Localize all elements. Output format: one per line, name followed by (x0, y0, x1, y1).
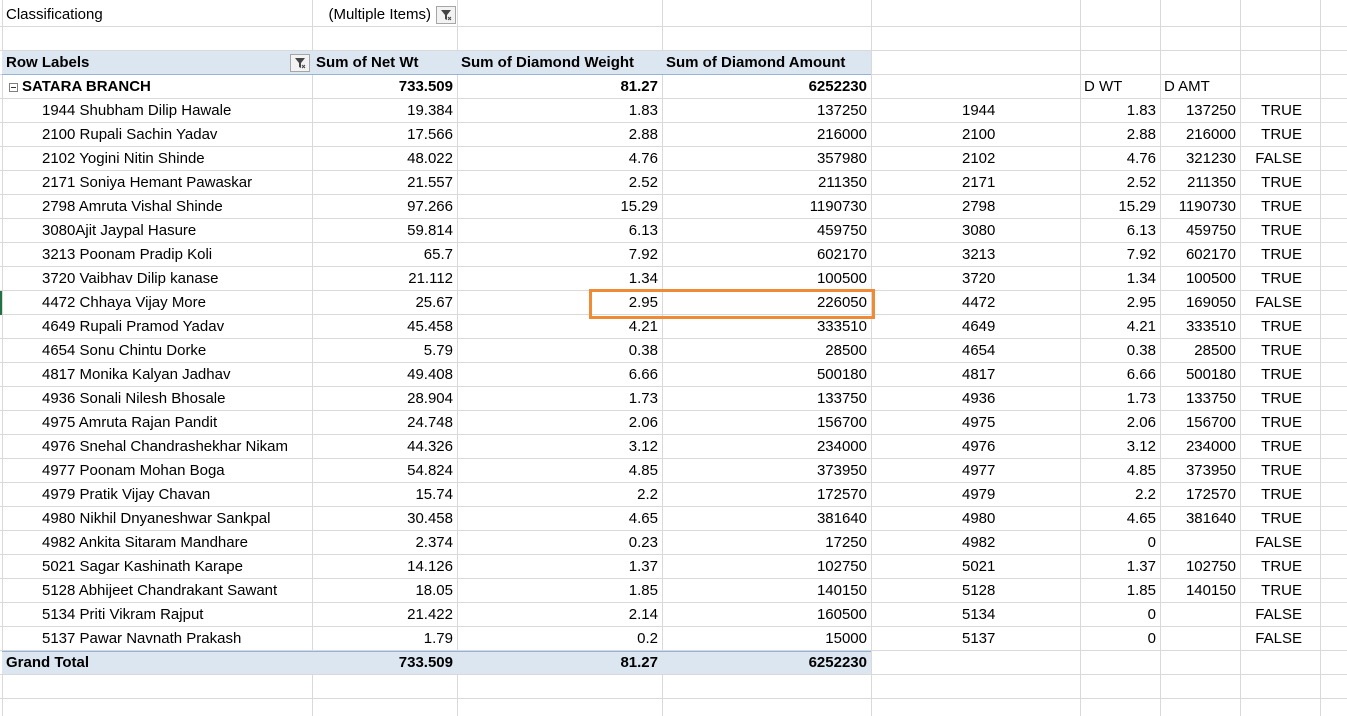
code-cell[interactable]: 3080 (962, 222, 996, 239)
d-wt-cell[interactable]: 6.13 (1126, 222, 1156, 239)
diamond-weight-cell[interactable]: 4.21 (628, 318, 658, 335)
gridline (0, 698, 1347, 699)
diamond-weight-cell[interactable]: 4.65 (628, 510, 658, 527)
diamond-amount-cell[interactable]: 234000 (816, 438, 867, 455)
diamond-amount-cell[interactable]: 102750 (816, 558, 867, 575)
d-amt-cell[interactable]: 211350 (1187, 174, 1236, 191)
code-cell[interactable]: 2171 (962, 174, 996, 191)
code-cell[interactable]: 4975 (962, 414, 996, 431)
code-cell[interactable]: 4980 (962, 510, 996, 527)
diamond-amount-cell[interactable]: 333510 (816, 318, 867, 335)
code-cell[interactable]: 5134 (962, 606, 996, 623)
net-wt-cell[interactable]: 28.904 (407, 390, 453, 407)
match-cell[interactable]: FALSE (1255, 294, 1302, 311)
d-amt-cell[interactable] (1160, 603, 1240, 627)
d-wt-cell[interactable]: 0 (1147, 534, 1156, 551)
row-label[interactable]: 4976 Snehal Chandrashekhar Nikam (42, 438, 288, 455)
d-wt-cell[interactable]: 4.21 (1126, 318, 1156, 335)
diamond-weight-cell[interactable]: 15.29 (620, 198, 658, 215)
code-cell[interactable]: 4982 (962, 534, 996, 551)
d-amt-cell[interactable]: 102750 (1185, 558, 1236, 575)
filter-dropdown-button[interactable] (436, 6, 456, 24)
code-cell[interactable]: 3720 (962, 270, 996, 287)
d-wt-cell[interactable]: 3.12 (1126, 438, 1156, 455)
d-wt-cell[interactable]: 2.88 (1126, 126, 1156, 143)
match-cell[interactable]: TRUE (1261, 126, 1302, 143)
net-wt-cell[interactable]: 59.814 (407, 222, 453, 239)
code-cell[interactable]: 1944 (962, 102, 996, 119)
match-cell[interactable]: TRUE (1261, 582, 1302, 599)
gridline (871, 0, 872, 716)
net-wt-cell[interactable]: 18.05 (415, 582, 453, 599)
net-wt-cell[interactable]: 30.458 (407, 510, 453, 527)
diamond-amount-cell[interactable]: 216000 (816, 126, 867, 143)
diamond-weight-cell[interactable]: 2.88 (628, 126, 658, 143)
grand-total-diamond-weight: 81.27 (620, 654, 658, 671)
code-cell[interactable]: 2100 (962, 126, 996, 143)
net-wt-cell[interactable]: 15.74 (415, 486, 453, 503)
d-amt-cell[interactable]: 137250 (1185, 102, 1236, 119)
filter-funnel-icon (440, 9, 452, 21)
row-label[interactable]: 4979 Pratik Vijay Chavan (42, 486, 211, 503)
match-cell[interactable]: TRUE (1261, 198, 1302, 215)
branch-label: SATARA BRANCH (22, 78, 151, 95)
code-cell[interactable]: 2102 (962, 150, 996, 167)
diamond-weight-header: Sum of Diamond Weight (461, 54, 635, 71)
diamond-amount-cell[interactable]: 357980 (816, 150, 867, 167)
diamond-weight-cell[interactable]: 0.2 (637, 630, 658, 647)
gridline (2, 0, 3, 716)
net-wt-cell[interactable]: 21.557 (407, 174, 453, 191)
d-wt-cell[interactable]: 1.34 (1126, 270, 1156, 287)
d-wt-cell[interactable]: 6.66 (1126, 366, 1156, 383)
code-cell[interactable]: 5128 (962, 582, 996, 599)
diamond-amount-cell[interactable]: 226050 (816, 294, 867, 311)
diamond-amount-cell[interactable]: 156700 (816, 414, 867, 431)
diamond-amount-cell[interactable]: 100500 (816, 270, 867, 287)
diamond-amount-cell[interactable]: 211350 (818, 174, 867, 191)
net-wt-cell[interactable]: 49.408 (407, 366, 453, 383)
row-label[interactable]: 4936 Sonali Nilesh Bhosale (42, 390, 226, 407)
d-wt-cell[interactable]: 15.29 (1118, 198, 1156, 215)
net-wt-cell[interactable]: 2.374 (415, 534, 453, 551)
match-cell[interactable]: TRUE (1261, 390, 1302, 407)
row-label[interactable]: 4977 Poonam Mohan Boga (42, 462, 225, 479)
net-wt-cell[interactable]: 17.566 (407, 126, 453, 143)
d-wt-cell[interactable]: 0 (1147, 606, 1156, 623)
code-cell[interactable]: 2798 (962, 198, 996, 215)
d-wt-header: D WT (1084, 78, 1123, 95)
row-label[interactable]: 3720 Vaibhav Dilip kanase (42, 270, 219, 287)
match-cell[interactable]: TRUE (1261, 246, 1302, 263)
match-cell[interactable]: TRUE (1261, 510, 1302, 527)
net-wt-cell[interactable]: 24.748 (407, 414, 453, 431)
branch-diamond-weight: 81.27 (620, 78, 658, 95)
d-amt-cell[interactable]: 100500 (1185, 270, 1236, 287)
diamond-weight-cell[interactable]: 6.13 (628, 222, 658, 239)
code-cell[interactable]: 4654 (962, 342, 996, 359)
d-wt-cell[interactable]: 4.65 (1126, 510, 1156, 527)
net-wt-cell[interactable]: 45.458 (407, 318, 453, 335)
d-amt-cell[interactable]: 156700 (1185, 414, 1236, 431)
d-wt-cell[interactable]: 7.92 (1126, 246, 1156, 263)
d-amt-cell[interactable]: 333510 (1185, 318, 1236, 335)
match-cell[interactable]: TRUE (1261, 414, 1302, 431)
match-cell[interactable]: TRUE (1261, 366, 1302, 383)
d-amt-cell[interactable]: 172570 (1185, 486, 1236, 503)
diamond-weight-cell[interactable]: 2.14 (628, 606, 658, 623)
row-labels-filter-button[interactable] (290, 54, 310, 72)
row-label[interactable]: 3080Ajit Jaypal Hasure (42, 222, 197, 239)
row-label[interactable]: 4472 Chhaya Vijay More (42, 294, 206, 311)
diamond-weight-cell[interactable]: 4.85 (628, 462, 658, 479)
code-cell[interactable]: 5021 (962, 558, 996, 575)
d-amt-cell[interactable]: 381640 (1185, 510, 1236, 527)
diamond-amount-cell[interactable]: 140150 (816, 582, 867, 599)
diamond-amount-cell[interactable]: 381640 (816, 510, 867, 527)
diamond-weight-cell[interactable]: 0.23 (628, 534, 658, 551)
d-amt-cell[interactable]: 602170 (1185, 246, 1236, 263)
d-wt-cell[interactable]: 1.37 (1126, 558, 1156, 575)
diamond-amount-cell[interactable]: 172570 (816, 486, 867, 503)
diamond-amount-header: Sum of Diamond Amount (666, 54, 846, 71)
report-filter-label: Classificationg (6, 6, 103, 23)
row-label[interactable]: 4817 Monika Kalyan Jadhav (42, 366, 231, 383)
code-cell[interactable]: 4936 (962, 390, 996, 407)
diamond-weight-cell[interactable]: 4.76 (628, 150, 658, 167)
row-label[interactable]: 2798 Amruta Vishal Shinde (42, 198, 223, 215)
diamond-amount-cell[interactable]: 137250 (816, 102, 867, 119)
net-wt-cell[interactable]: 5.79 (423, 342, 453, 359)
highlight-box (589, 289, 875, 319)
row-label[interactable]: 5021 Sagar Kashinath Karape (42, 558, 243, 575)
code-cell[interactable]: 4649 (962, 318, 996, 335)
diamond-weight-cell[interactable]: 1.85 (628, 582, 658, 599)
diamond-amount-cell[interactable]: 373950 (816, 462, 867, 479)
match-cell[interactable]: TRUE (1261, 318, 1302, 335)
d-amt-header: D AMT (1164, 78, 1210, 95)
diamond-weight-cell[interactable]: 2.95 (628, 294, 658, 311)
d-wt-cell[interactable]: 0 (1147, 630, 1156, 647)
row-label[interactable]: 4980 Nikhil Dnyaneshwar Sankpal (42, 510, 271, 527)
code-cell[interactable]: 5137 (962, 630, 996, 647)
row-label[interactable]: 5128 Abhijeet Chandrakant Sawant (42, 582, 278, 599)
diamond-amount-cell[interactable]: 1190730 (809, 198, 867, 215)
row-label[interactable]: 3213 Poonam Pradip Koli (42, 246, 213, 263)
code-cell[interactable]: 4472 (962, 294, 996, 311)
row-label[interactable]: 5137 Pawar Navnath Prakash (42, 630, 242, 647)
d-amt-cell[interactable]: 321230 (1185, 150, 1236, 167)
match-cell[interactable]: TRUE (1261, 222, 1302, 239)
filter-funnel-icon (294, 57, 306, 69)
net-wt-cell[interactable]: 44.326 (407, 438, 453, 455)
d-wt-cell[interactable]: 4.85 (1126, 462, 1156, 479)
row-label[interactable]: 1944 Shubham Dilip Hawale (42, 102, 232, 119)
row-label[interactable]: 4654 Sonu Chintu Dorke (42, 342, 207, 359)
diamond-amount-cell[interactable]: 602170 (816, 246, 867, 263)
d-wt-cell[interactable]: 1.83 (1126, 102, 1156, 119)
diamond-weight-cell[interactable]: 7.92 (628, 246, 658, 263)
match-cell[interactable]: TRUE (1261, 270, 1302, 287)
match-cell[interactable]: FALSE (1255, 606, 1302, 623)
net-wt-cell[interactable]: 48.022 (407, 150, 453, 167)
d-amt-cell[interactable]: 169050 (1185, 294, 1236, 311)
match-cell[interactable]: FALSE (1255, 534, 1302, 551)
code-cell[interactable]: 4817 (962, 366, 996, 383)
net-wt-cell[interactable]: 97.266 (407, 198, 453, 215)
row-label[interactable]: 4649 Rupali Pramod Yadav (42, 318, 225, 335)
match-cell[interactable]: TRUE (1261, 462, 1302, 479)
active-row-marker (0, 291, 2, 315)
diamond-weight-cell[interactable]: 3.12 (628, 438, 658, 455)
row-label[interactable]: 4982 Ankita Sitaram Mandhare (42, 534, 248, 551)
net-wt-cell[interactable]: 25.67 (415, 294, 453, 311)
code-cell[interactable]: 4977 (962, 462, 996, 479)
match-cell[interactable]: TRUE (1261, 438, 1302, 455)
d-amt-cell[interactable] (1160, 531, 1240, 555)
branch-diamond-amount: 6252230 (808, 78, 867, 95)
diamond-weight-cell[interactable]: 2.06 (628, 414, 658, 431)
net-wt-cell[interactable]: 21.112 (408, 270, 453, 287)
diamond-amount-cell[interactable]: 133750 (816, 390, 867, 407)
net-wt-cell[interactable]: 1.79 (423, 630, 453, 647)
diamond-amount-cell[interactable]: 15000 (825, 630, 867, 647)
d-amt-cell[interactable]: 234000 (1185, 438, 1236, 455)
diamond-weight-cell[interactable]: 1.37 (628, 558, 658, 575)
d-wt-cell[interactable]: 2.95 (1126, 294, 1156, 311)
net-wt-cell[interactable]: 21.422 (407, 606, 453, 623)
net-wt-cell[interactable]: 54.824 (407, 462, 453, 479)
net-wt-cell[interactable]: 14.126 (407, 558, 453, 575)
d-wt-cell[interactable]: 2.2 (1135, 486, 1156, 503)
row-label[interactable]: 2100 Rupali Sachin Yadav (42, 126, 218, 143)
row-label[interactable]: 2171 Soniya Hemant Pawaskar (42, 174, 253, 191)
d-amt-cell[interactable] (1160, 627, 1240, 651)
match-cell[interactable]: TRUE (1261, 102, 1302, 119)
branch-net-wt: 733.509 (398, 78, 453, 95)
match-cell[interactable]: FALSE (1255, 630, 1302, 647)
diamond-weight-cell[interactable]: 1.73 (628, 390, 658, 407)
grand-total-diamond-amount: 6252230 (808, 654, 867, 671)
code-cell[interactable]: 3213 (962, 246, 996, 263)
diamond-amount-cell[interactable]: 500180 (816, 366, 867, 383)
row-label[interactable]: 4975 Amruta Rajan Pandit (42, 414, 218, 431)
d-wt-cell[interactable]: 2.06 (1126, 414, 1156, 431)
d-wt-cell[interactable]: 2.52 (1126, 174, 1156, 191)
diamond-weight-cell[interactable]: 1.83 (628, 102, 658, 119)
diamond-weight-cell[interactable]: 2.2 (637, 486, 658, 503)
net-wt-cell[interactable]: 19.384 (407, 102, 453, 119)
report-filter-value[interactable]: (Multiple Items) (328, 6, 431, 23)
match-cell[interactable]: FALSE (1255, 150, 1302, 167)
d-amt-cell[interactable]: 459750 (1185, 222, 1236, 239)
row-label[interactable]: 2102 Yogini Nitin Shinde (42, 150, 205, 167)
d-amt-cell[interactable]: 216000 (1185, 126, 1236, 143)
diamond-weight-cell[interactable]: 1.34 (628, 270, 658, 287)
code-cell[interactable]: 4979 (962, 486, 996, 503)
diamond-amount-cell[interactable]: 160500 (816, 606, 867, 623)
d-amt-cell[interactable]: 500180 (1185, 366, 1236, 383)
grand-total-label: Grand Total (6, 654, 90, 671)
d-amt-cell[interactable]: 28500 (1194, 342, 1236, 359)
diamond-weight-cell[interactable]: 2.52 (628, 174, 658, 191)
d-amt-cell[interactable]: 140150 (1185, 582, 1236, 599)
diamond-amount-cell[interactable]: 459750 (816, 222, 867, 239)
diamond-weight-cell[interactable]: 0.38 (628, 342, 658, 359)
d-wt-cell[interactable]: 4.76 (1126, 150, 1156, 167)
d-wt-cell[interactable]: 0.38 (1126, 342, 1156, 359)
d-wt-cell[interactable]: 1.85 (1126, 582, 1156, 599)
net-wt-header: Sum of Net Wt (316, 54, 419, 71)
match-cell[interactable]: TRUE (1261, 174, 1302, 191)
match-cell[interactable]: TRUE (1261, 558, 1302, 575)
code-cell[interactable]: 4976 (962, 438, 996, 455)
d-amt-cell[interactable]: 1190730 (1178, 198, 1236, 215)
gridline (1320, 0, 1321, 716)
d-amt-cell[interactable]: 133750 (1185, 390, 1236, 407)
net-wt-cell[interactable]: 65.7 (423, 246, 453, 263)
collapse-minus-icon[interactable] (9, 83, 18, 92)
d-wt-cell[interactable]: 1.73 (1126, 390, 1156, 407)
diamond-amount-cell[interactable]: 28500 (825, 342, 867, 359)
diamond-amount-cell[interactable]: 17250 (825, 534, 867, 551)
grand-total-net-wt: 733.509 (398, 654, 453, 671)
match-cell[interactable]: TRUE (1261, 342, 1302, 359)
diamond-weight-cell[interactable]: 6.66 (628, 366, 658, 383)
row-label[interactable]: 5134 Priti Vikram Rajput (42, 606, 204, 623)
d-amt-cell[interactable]: 373950 (1185, 462, 1236, 479)
match-cell[interactable]: TRUE (1261, 486, 1302, 503)
row-labels-header: Row Labels (6, 54, 90, 71)
